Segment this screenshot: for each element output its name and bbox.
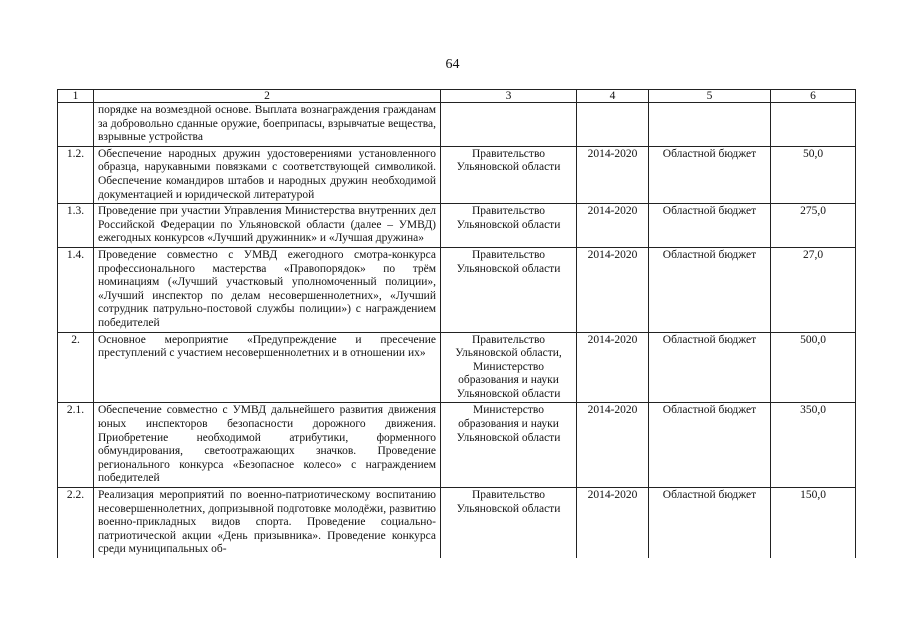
executor [441,103,577,147]
amount: 500,0 [771,332,856,403]
executor: Министерство образования и науки Ульяновской области [441,403,577,488]
amount: 275,0 [771,204,856,248]
period: 2014-2020 [577,204,649,248]
amount [771,103,856,147]
table-row [58,403,856,488]
table-row [58,332,856,403]
row-number [58,103,94,147]
header-cell: 5 [649,90,771,103]
period: 2014-2020 [577,332,649,403]
program-table [57,89,856,558]
row-number: 1.4. [58,247,94,332]
header-cell: 6 [771,90,856,103]
executor: Правительство Ульяновской области [441,146,577,203]
activity-text: Проведение совместно с УМВД ежегодного смотра-конкурса профессионального мастерства «Правопорядок» по трём номинациям («Лучший участковый уполномоченный полиции», «Лучший инспектор по делам несовершеннолетних», «Лучший сотрудник патрульно-постовой службы полиции») с награждением победителей [94,247,441,332]
table-row [58,103,856,147]
amount: 150,0 [771,488,856,558]
activity-text: порядке на возмездной основе. Выплата вознаграждения гражданам за добровольно сданные оружие, боеприпасы, взрывчатые вещества, взрывные устройства [94,103,441,147]
row-number: 2.2. [58,488,94,558]
activity-text: Обеспечение совместно с УМВД дальнейшего развития движения юных инспекторов безопасности дорожного движения. Приобретение необходимой атрибутики, форменного обмундирования, светоотражающих значков. Проведение регионального конкурса «Безопасное колесо» с награждением победителей [94,403,441,488]
executor: Правительство Ульяновской области [441,247,577,332]
row-number: 1.3. [58,204,94,248]
row-number: 1.2. [58,146,94,203]
amount: 350,0 [771,403,856,488]
activity-text: Реализация мероприятий по военно-патриотическому воспитанию несовершеннолетних, допризывной подготовке молодёжи, развитию военно-прикладных видов спорта. Проведение социально-патриотической акции «День призывника». Проведение конкурса среди муниципальных об- [94,488,441,558]
funding-source: Областной бюджет [649,403,771,488]
executor: Правительство Ульяновской области [441,488,577,558]
header-cell: 4 [577,90,649,103]
table-row [58,146,856,203]
table-row [58,488,856,558]
row-number: 2. [58,332,94,403]
period: 2014-2020 [577,247,649,332]
header-cell: 2 [94,90,441,103]
period: 2014-2020 [577,488,649,558]
header-cell: 3 [441,90,577,103]
executor: Правительство Ульяновской области, Министерство образования и науки Ульяновской области [441,332,577,403]
funding-source [649,103,771,147]
amount: 27,0 [771,247,856,332]
period [577,103,649,147]
funding-source: Областной бюджет [649,204,771,248]
page-number: 64 [445,57,460,72]
activity-text: Проведение при участии Управления Министерства внутренних дел Российской Федерации по Ульяновской области (далее – УМВД) ежегодных конкурсов «Лучший дружинник» и «Лучшая дружина» [94,204,441,248]
header-row [58,90,856,103]
amount: 50,0 [771,146,856,203]
table-row [58,204,856,248]
row-number: 2.1. [58,403,94,488]
activity-text: Основное мероприятие «Предупреждение и пресечение преступлений с участием несовершеннолетних и в отношении их» [94,332,441,403]
funding-source: Областной бюджет [649,247,771,332]
executor: Правительство Ульяновской области [441,204,577,248]
funding-source: Областной бюджет [649,146,771,203]
funding-source: Областной бюджет [649,488,771,558]
period: 2014-2020 [577,403,649,488]
period: 2014-2020 [577,146,649,203]
funding-source: Областной бюджет [649,332,771,403]
table-row [58,247,856,332]
activity-text: Обеспечение народных дружин удостоверениями установленного образца, нарукавными повязками с соответствующей символикой. Обеспечение командиров штабов и народных дружин необходимой документацией и юридической литературой [94,146,441,203]
header-cell: 1 [58,90,94,103]
